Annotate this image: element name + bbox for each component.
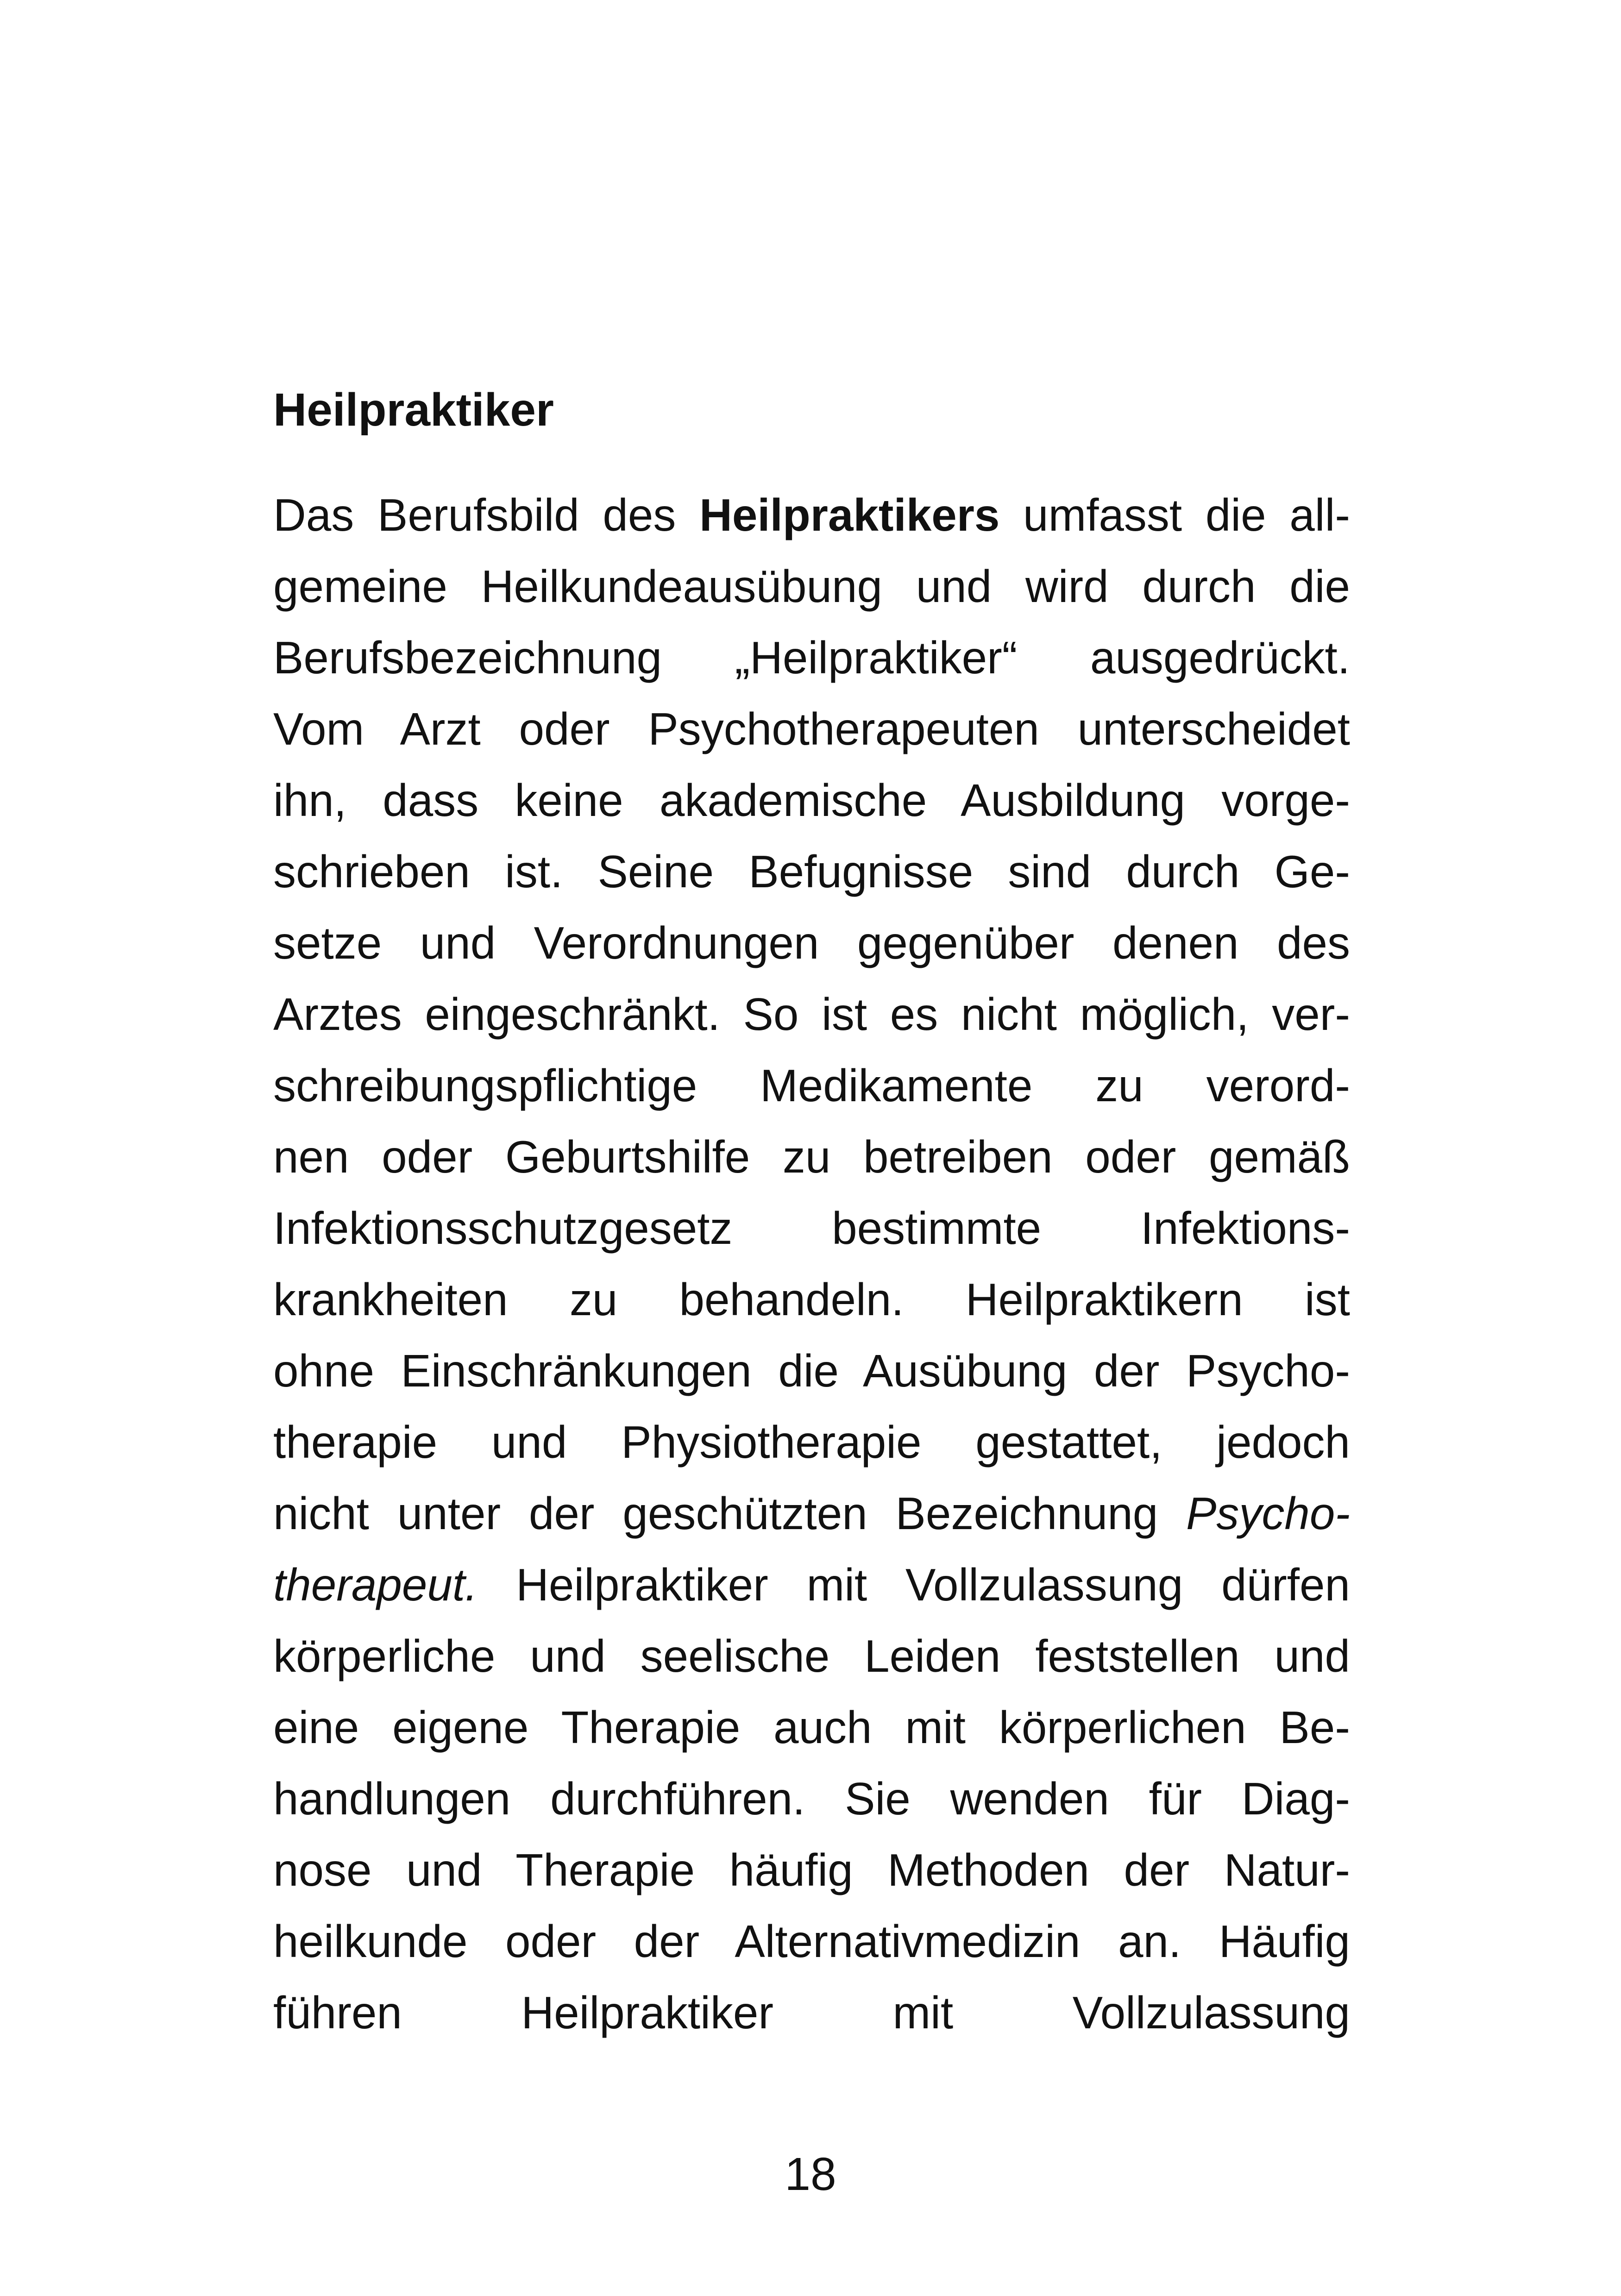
text-line: schreibungspflichtige Medikamente zu verord- (273, 1060, 1350, 1111)
text-line: führen Heilpraktiker mit Vollzulassung (273, 1987, 1350, 2038)
text-line: therapie und Physiotherapie gestattet, jedoch (273, 1417, 1350, 1468)
text-line: heilkunde oder der Alternativmedizin an. Häufig (273, 1916, 1350, 1967)
text-line: körperliche und seelische Leiden feststellen und (273, 1631, 1350, 1681)
section-heading: Heilpraktiker (273, 384, 554, 436)
italic-term: therapeut. (273, 1559, 478, 1610)
bold-term: Heilpraktikers (699, 489, 1000, 540)
text-line: krankheiten zu behandeln. Heilpraktikern ist (273, 1274, 1350, 1325)
text-line: setze und Verordnungen gegenüber denen des (273, 917, 1350, 968)
text-line: Berufsbezeichnung „Heilpraktiker“ ausgedrückt. (273, 632, 1350, 683)
text-line: Arztes eingeschränkt. So ist es nicht möglich, ver- (273, 989, 1350, 1040)
body-paragraph (273, 479, 1350, 2048)
text-line: gemeine Heilkundeausübung und wird durch die (273, 561, 1350, 612)
text-line: therapeut. Heilpraktiker mit Vollzulassung dürfen (273, 1559, 1350, 1610)
text-line: nicht unter der geschützten Bezeichnung Psycho- (273, 1488, 1350, 1539)
text-line: Vom Arzt oder Psychotherapeuten unterscheidet (273, 703, 1350, 754)
text-line: nose und Therapie häufig Methoden der Natur- (273, 1844, 1350, 1895)
text-line: ihn, dass keine akademische Ausbildung vorge- (273, 775, 1350, 826)
text-line: Infektionsschutzgesetz bestimmte Infektions- (273, 1203, 1350, 1254)
page-number: 18 (785, 2148, 836, 2200)
text-line: schrieben ist. Seine Befugnisse sind durch Ge- (273, 846, 1350, 897)
text-line: nen oder Geburtshilfe zu betreiben oder gemäß (273, 1131, 1350, 1182)
italic-term: Psycho- (1186, 1488, 1350, 1539)
text-line: Das Berufsbild des Heilpraktikers umfasst die all- (273, 489, 1350, 540)
text-line: handlungen durchführen. Sie wenden für Diag- (273, 1773, 1350, 1824)
text-line: eine eigene Therapie auch mit körperlichen Be- (273, 1702, 1350, 1753)
text-line: ohne Einschränkungen die Ausübung der Psycho- (273, 1345, 1350, 1396)
